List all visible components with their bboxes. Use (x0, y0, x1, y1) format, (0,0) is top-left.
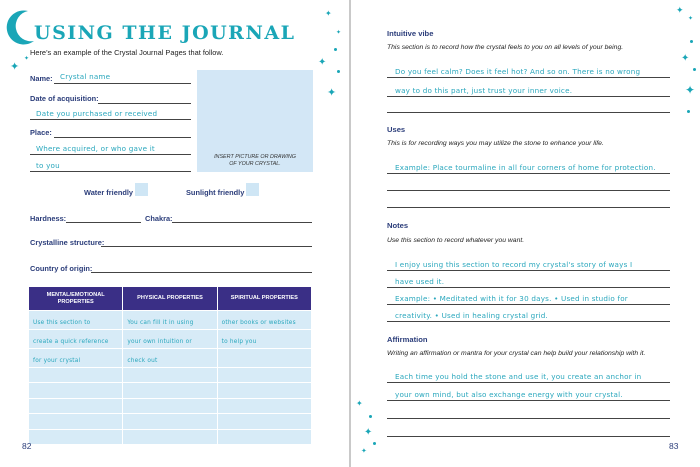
doa-line (98, 103, 191, 104)
crescent-moon-icon (6, 8, 36, 48)
chakra-line (172, 222, 312, 223)
star-dot (690, 40, 693, 43)
page-number: 82 (22, 441, 32, 451)
star-icon: ✦ (676, 5, 684, 15)
page-number: 83 (669, 441, 679, 451)
uses-title: Uses (387, 125, 406, 134)
uses-desc: This is for recording ways you may utilize the stone to enhance your life. (387, 140, 604, 147)
table-cell: other books or websites (221, 320, 296, 326)
place-line-3 (30, 171, 191, 172)
doa-line-2 (30, 119, 191, 120)
notes-desc: Use this section to record whatever you want. (387, 237, 525, 244)
vibe-line-1[interactable]: Do you feel calm? Does it feel hot? And so on. There is no wrong (395, 67, 641, 76)
intro-text: Here’s an example of the Crystal Journal Pages that follow. (30, 48, 224, 57)
table-cell: for your crystal (33, 358, 81, 364)
name-line (54, 83, 191, 84)
vibe-desc: This section is to record how the crystal feels to you on all levels of your being. (387, 44, 624, 51)
spiritual-header: SPIRITUAL PROPERTIES (217, 287, 311, 311)
table-cell: your own intuition or (127, 339, 192, 345)
place-value-1[interactable]: Where acquired, or who gave it (36, 144, 155, 153)
table-row (29, 414, 312, 429)
table-row (29, 429, 312, 444)
star-icon: ✦ (327, 87, 337, 99)
notes-rule-4 (387, 321, 670, 322)
star-dot (693, 68, 696, 71)
sunlight-friendly-checkbox[interactable] (246, 183, 259, 196)
uses-line-1[interactable]: Example: Place tourmaline in all four corners of home for protection. (395, 163, 656, 172)
affirmation-line-2[interactable]: your own mind, but also exchange energy with your crystal. (395, 390, 623, 399)
hardness-line (66, 222, 141, 223)
vibe-line-2[interactable]: way to do this part, just trust your inner voice. (395, 86, 573, 95)
table-row (29, 383, 312, 398)
star-dot (337, 70, 340, 73)
page-title: USING THE JOURNAL (34, 22, 296, 44)
table-cell: check out (127, 358, 158, 364)
table-row (29, 311, 312, 330)
star-dot (369, 415, 372, 418)
place-label: Place: (30, 128, 52, 137)
vibe-title: Intuitive vibe (387, 29, 434, 38)
hardness-label: Hardness: (30, 214, 67, 223)
star-icon: ✦ (356, 399, 363, 408)
properties-table (28, 286, 312, 445)
vibe-rule-3 (387, 112, 670, 113)
notes-rule-1 (387, 270, 670, 271)
name-label: Name: (30, 74, 53, 83)
table-row (29, 368, 312, 383)
affirmation-rule-2 (387, 400, 670, 401)
chakra-label: Chakra: (145, 214, 173, 223)
doa-label: Date of acquisition: (30, 94, 99, 103)
affirmation-title: Affirmation (387, 335, 428, 344)
name-value[interactable]: Crystal name (60, 72, 111, 81)
star-icon: ✦ (24, 56, 30, 62)
doa-value[interactable]: Date you purchased or received (36, 109, 158, 118)
star-dot (373, 442, 376, 445)
picture-caption: INSERT PICTURE OR DRAWING OF YOUR CRYSTAL. (214, 154, 296, 168)
right-page (351, 0, 700, 467)
water-friendly-label: Water friendly (84, 188, 134, 197)
table-row (29, 330, 312, 349)
origin-line (91, 272, 312, 273)
uses-rule-1 (387, 173, 670, 174)
vibe-rule-1 (387, 77, 670, 78)
table-cell: Use this section to (33, 320, 91, 326)
star-icon: ✦ (325, 9, 332, 18)
affirmation-rule-3 (387, 418, 670, 419)
notes-line-3[interactable]: Example: • Meditated with it for 30 days. • Used in studio for (395, 294, 628, 303)
uses-rule-2 (387, 190, 670, 191)
table-row (29, 398, 312, 413)
star-icon: ✦ (364, 427, 373, 438)
physical-header: PHYSICAL PROPERTIES (123, 287, 217, 311)
star-icon: ✦ (361, 448, 367, 455)
star-dot (334, 48, 337, 51)
sunlight-friendly-label: Sunlight friendly (186, 188, 245, 197)
place-line-2 (30, 154, 191, 155)
star-icon: ✦ (336, 30, 342, 36)
notes-line-1[interactable]: I enjoy using this section to record my crystal's story of ways I (395, 260, 633, 269)
star-icon: ✦ (688, 16, 694, 22)
affirmation-rule-1 (387, 382, 670, 383)
structure-line (101, 246, 312, 247)
star-icon: ✦ (685, 83, 696, 97)
mental-emotional-header: MENTAL/EMOTIONAL PROPERTIES (29, 287, 123, 311)
table-cell: to help you (221, 339, 257, 345)
notes-rule-3 (387, 304, 670, 305)
structure-label: Crystalline structure: (30, 238, 105, 247)
place-value-2[interactable]: to you (36, 161, 60, 170)
table-cell: You can fill it in using (127, 320, 194, 326)
table-cell: create a quick reference (33, 339, 109, 345)
notes-rule-2 (387, 287, 670, 288)
water-friendly-checkbox[interactable] (135, 183, 148, 196)
origin-label: Country of origin: (30, 264, 93, 273)
place-line (54, 137, 191, 138)
star-dot (687, 110, 690, 113)
star-icon: ✦ (318, 57, 327, 68)
affirmation-line-1[interactable]: Each time you hold the stone and use it, you create an anchor in (395, 372, 642, 381)
vibe-rule-2 (387, 96, 670, 97)
star-icon: ✦ (681, 53, 690, 64)
star-icon: ✦ (10, 61, 20, 73)
table-row (29, 349, 312, 368)
notes-line-2[interactable]: have used it. (395, 277, 445, 286)
affirmation-rule-4 (387, 436, 670, 437)
notes-title: Notes (387, 221, 409, 230)
notes-line-4[interactable]: creativity. • Used in healing crystal grid. (395, 311, 549, 320)
left-page (0, 0, 349, 467)
affirmation-desc: Writing an affirmation or mantra for your crystal can help build your relationship with it. (387, 350, 646, 357)
uses-rule-3 (387, 207, 670, 208)
